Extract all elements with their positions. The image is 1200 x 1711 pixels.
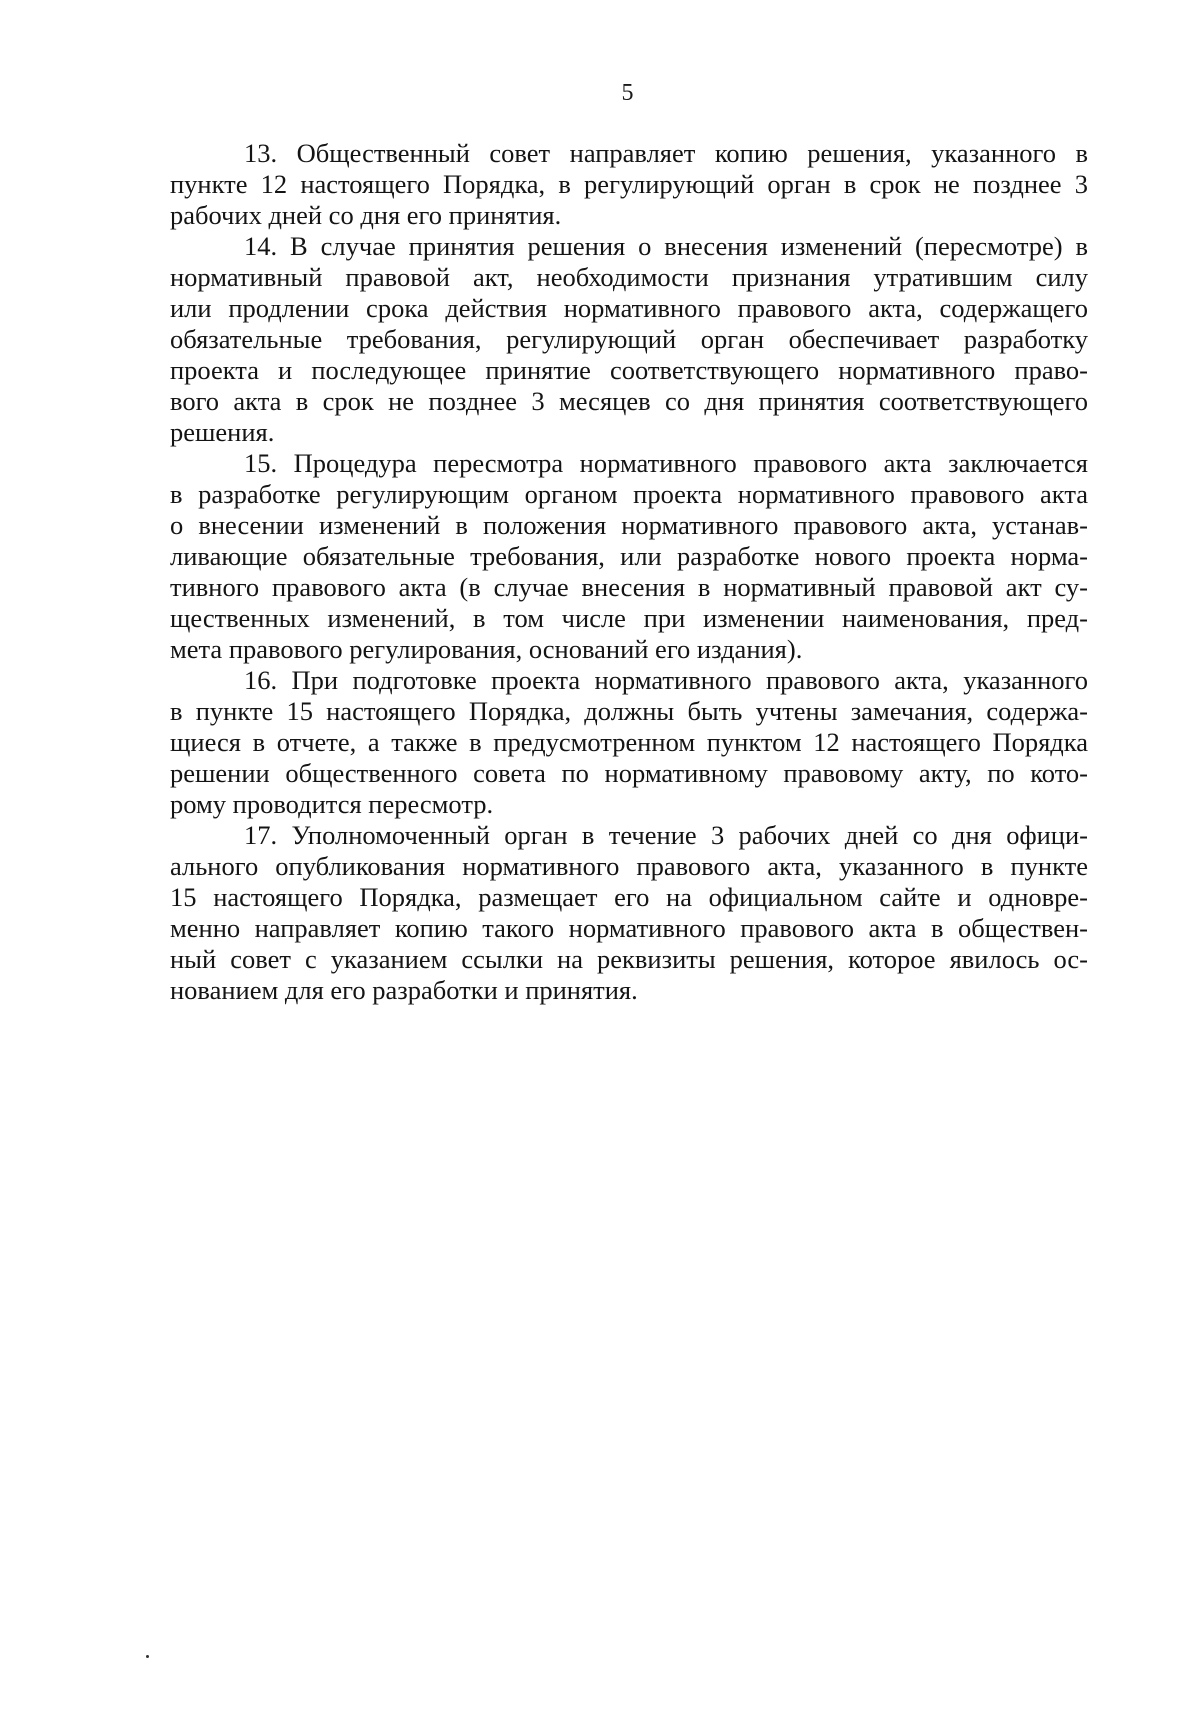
paragraph-line: тивного правового акта (в случае внесения в нормативный правовой акт су- (170, 572, 1088, 602)
paragraph-17 (170, 820, 1088, 1006)
paragraph-line: 14. В случае принятия решения о внесения изменений (пересмотре) в (244, 231, 1088, 261)
paragraph-line: менно направляет копию такого нормативного правового акта в обществен- (170, 913, 1088, 943)
page-number: 5 (621, 80, 634, 106)
paragraph-line: 15. Процедура пересмотра нормативного правового акта заключается (244, 448, 1088, 478)
paragraph-line: 17. Уполномоченный орган в течение 3 рабочих дней со дня офици- (244, 820, 1088, 850)
paragraph-line: 15 настоящего Порядка, размещает его на официальном сайте и одновре- (170, 882, 1088, 912)
paragraph-line: нормативный правовой акт, необходимости признания утратившим силу (170, 262, 1088, 292)
paragraph-line: мета правового регулирования, оснований его издания). (170, 634, 803, 664)
paragraph-line: вого акта в срок не позднее 3 месяцев со дня принятия соответствующего (170, 386, 1088, 416)
paragraph-line: рабочих дней со дня его принятия. (170, 200, 562, 230)
paragraph-15 (170, 448, 1088, 665)
paragraph-line: обязательные требования, регулирующий орган обеспечивает разработку (170, 324, 1088, 354)
paragraph-line: ливающие обязательные требования, или разработке нового проекта норма- (170, 541, 1088, 571)
paragraph-line: решения. (170, 417, 275, 447)
paragraph-line: щественных изменений, в том числе при изменении наименования, пред- (170, 603, 1088, 633)
paragraph-line: рому проводится пересмотр. (170, 789, 494, 819)
paragraph-line: 16. При подготовке проекта нормативного правового акта, указанного (244, 665, 1088, 695)
paragraph-line: ального опубликования нормативного правового акта, указанного в пункте (170, 851, 1088, 881)
paragraph-line: 13. Общественный совет направляет копию решения, указанного в (244, 138, 1088, 168)
paragraph-line: проекта и последующее принятие соответствующего нормативного право- (170, 355, 1088, 385)
paragraph-line: в разработке регулирующим органом проекта нормативного правового акта (170, 479, 1088, 509)
paragraph-line: пункте 12 настоящего Порядка, в регулирующий орган в срок не позднее 3 (170, 169, 1088, 199)
paragraph-line: решении общественного совета по нормативному правовому акту, по кото- (170, 758, 1088, 788)
paragraph-line: или продлении срока действия нормативного правового акта, содержащего (170, 293, 1088, 323)
paragraph-14 (170, 231, 1088, 448)
paragraph-16 (170, 665, 1088, 820)
document-body (170, 138, 1088, 1006)
paragraph-line: о внесении изменений в положения нормативного правового акта, устанав- (170, 510, 1088, 540)
scan-dot-mark (146, 1655, 149, 1658)
paragraph-13 (170, 138, 1088, 231)
paragraph-line: нованием для его разработки и принятия. (170, 975, 638, 1005)
paragraph-line: щиеся в отчете, а также в предусмотренном пунктом 12 настоящего Порядка (170, 727, 1088, 757)
paragraph-line: ный совет с указанием ссылки на реквизиты решения, которое явилось ос- (170, 944, 1088, 974)
paragraph-line: в пункте 15 настоящего Порядка, должны быть учтены замечания, содержа- (170, 696, 1088, 726)
